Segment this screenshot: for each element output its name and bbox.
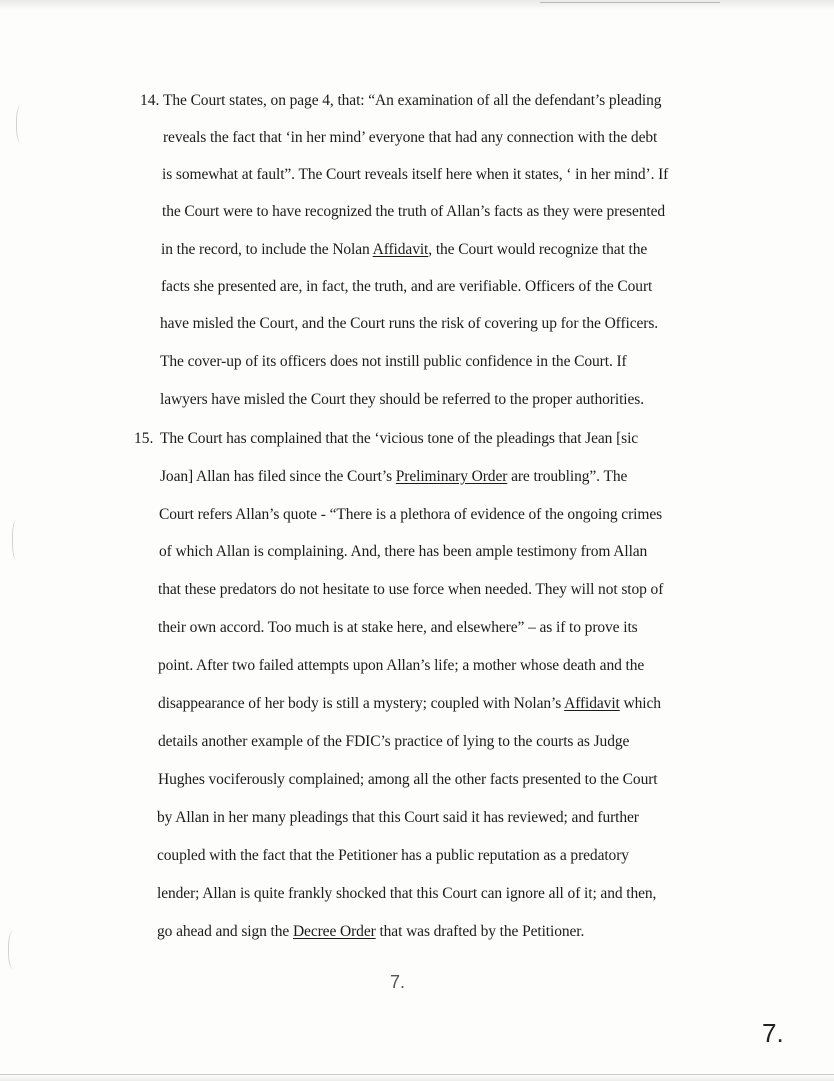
text-line: lawyers have misled the Court they should be referred to the proper authorities. — [160, 391, 644, 408]
text-line: have misled the Court, and the Court runs the risk of covering up for the Officers. — [160, 315, 659, 332]
text-line: disappearance of her body is still a mystery; coupled with Nolan’s Affidavit which — [158, 695, 661, 712]
text-line: details another example of the FDIC’s practice of lying to the courts as Judge — [158, 733, 630, 750]
text-line: reveals the fact that ‘in her mind’ everyone that had any connection with the debt — [163, 129, 658, 146]
paragraph-number: 14. — [140, 92, 160, 109]
text-line: point. After two failed attempts upon Allan’s life; a mother whose death and the — [158, 657, 645, 674]
text-line: The Court has complained that the ‘vicious tone of the pleadings that Jean [sic — [160, 430, 639, 447]
text-line: lender; Allan is quite frankly shocked that this Court can ignore all of it; and then, — [157, 885, 657, 902]
scan-margin-mark — [12, 520, 23, 560]
text-line: Court refers Allan’s quote - “There is a plethora of evidence of the ongoing crimes — [159, 506, 663, 523]
page-number-corner: 7. — [762, 1018, 784, 1048]
text-line: coupled with the fact that the Petitioner has a public reputation as a predatory — [157, 847, 629, 864]
text-line: Hughes vociferously complained; among all the other facts presented to the Court — [158, 771, 658, 788]
text-line: The Court states, on page 4, that: “An examination of all the defendant’s pleading — [163, 92, 662, 109]
text-line: go ahead and sign the Decree Order that was drafted by the Petitioner. — [157, 923, 585, 940]
page-number: 7. — [390, 972, 406, 992]
scan-bottom-edge — [0, 1075, 834, 1081]
text-line: in the record, to include the Nolan Affidavit, the Court would recognize that the — [161, 241, 648, 258]
text-line: that these predators do not hesitate to use force when needed. They will not stop of — [158, 581, 664, 598]
text-line: is somewhat at fault”. The Court reveals itself here when it states, ‘ in her mind’. If — [162, 166, 669, 183]
underlined-term: Affidavit — [564, 695, 620, 712]
text-line: the Court were to have recognized the truth of Allan’s facts as they were presented — [162, 203, 666, 220]
text-line: their own accord. Too much is at stake here, and elsewhere” – as if to prove its — [158, 619, 638, 636]
scan-margin-mark — [16, 104, 31, 144]
underlined-term: Preliminary Order — [395, 468, 508, 485]
scan-margin-mark — [8, 930, 23, 970]
underlined-term: Affidavit — [372, 241, 429, 258]
text-line: The cover-up of its officers does not instill public confidence in the Court. If — [160, 353, 627, 370]
scan-artifact-line — [540, 2, 720, 3]
underlined-term: Decree Order — [292, 923, 376, 940]
text-line: Joan] Allan has filed since the Court’s Preliminary Order are troubling”. The — [160, 468, 628, 485]
text-line: by Allan in her many pleadings that this Court said it has reviewed; and further — [157, 809, 639, 826]
text-line: facts she presented are, in fact, the truth, and are verifiable. Officers of the Court — [161, 278, 653, 295]
paragraph-number: 15. — [134, 430, 154, 447]
text-line: of which Allan is complaining. And, there has been ample testimony from Allan — [159, 543, 648, 560]
